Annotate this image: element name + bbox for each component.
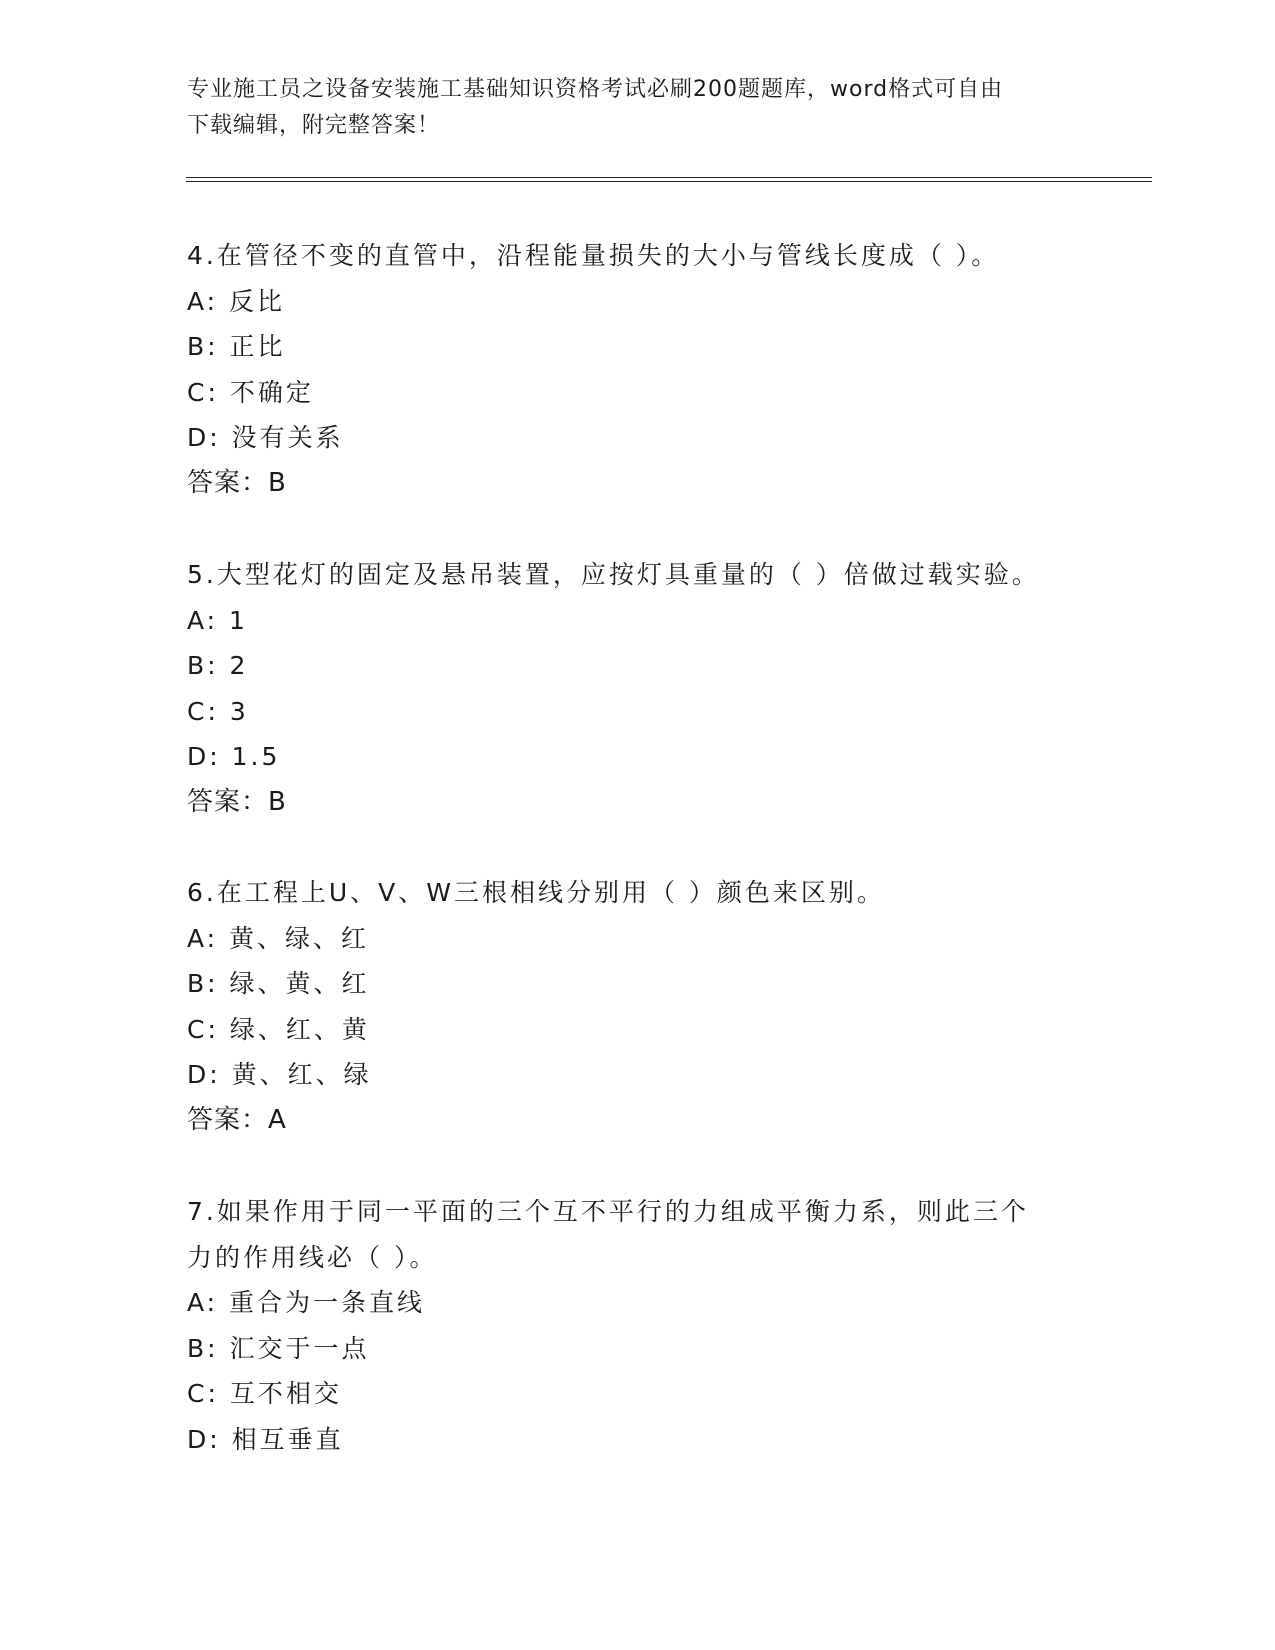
option-c: C: 绿、红、黄 <box>187 1014 370 1044</box>
answer-line: 答案：A <box>187 1104 287 1135</box>
header-divider-bottom <box>186 181 1152 182</box>
option-b: B: 绿、黄、红 <box>187 969 370 998</box>
option-c: C: 3 <box>187 696 249 726</box>
option-d: D: 1.5 <box>187 742 281 771</box>
option-d: D: 相互垂直 <box>187 1424 344 1454</box>
question-block <box>187 1189 1067 1462</box>
option-b: B: 正比 <box>187 332 286 361</box>
option-d: D: 黄、红、绿 <box>187 1060 372 1089</box>
option-c: C: 互不相交 <box>187 1379 342 1408</box>
option-a: A: 重合为一条直线 <box>187 1288 426 1317</box>
option-b: B: 汇交于一点 <box>187 1333 370 1363</box>
question-stem: 4.在管径不变的直管中，沿程能量损失的大小与管线长度成（ ）。 <box>187 241 1000 270</box>
question-stem: 6.在工程上U、V、W三根相线分别用（ ）颜色来区别。 <box>187 878 885 907</box>
question-block <box>187 233 1067 506</box>
option-a: A: 1 <box>187 605 248 635</box>
header-line-1: 专业施工员之设备安装施工基础知识资格考试必刷200题题库，word格式可自由 <box>187 77 1004 102</box>
answer-line: 答案：B <box>187 786 287 817</box>
option-a: A: 反比 <box>187 286 286 316</box>
option-d: D: 没有关系 <box>187 423 344 452</box>
header-divider-top <box>186 177 1152 178</box>
option-c: C: 不确定 <box>187 377 314 407</box>
question-block <box>187 870 1067 1143</box>
question-stem: 5.大型花灯的固定及悬吊装置，应按灯具重量的（ ）倍做过载实验。 <box>187 560 1040 589</box>
option-a: A: 黄、绿、红 <box>187 923 370 953</box>
question-stem-line-1: 7.如果作用于同一平面的三个互不平行的力组成平衡力系，则此三个 <box>187 1197 1029 1226</box>
question-stem-line-2: 力的作用线必（ ）。 <box>187 1242 438 1272</box>
header-line-2: 下载编辑，附完整答案！ <box>187 113 441 138</box>
answer-line: 答案：B <box>187 467 287 498</box>
document-header <box>187 72 1067 144</box>
option-b: B: 2 <box>187 651 249 680</box>
question-block <box>187 552 1067 825</box>
